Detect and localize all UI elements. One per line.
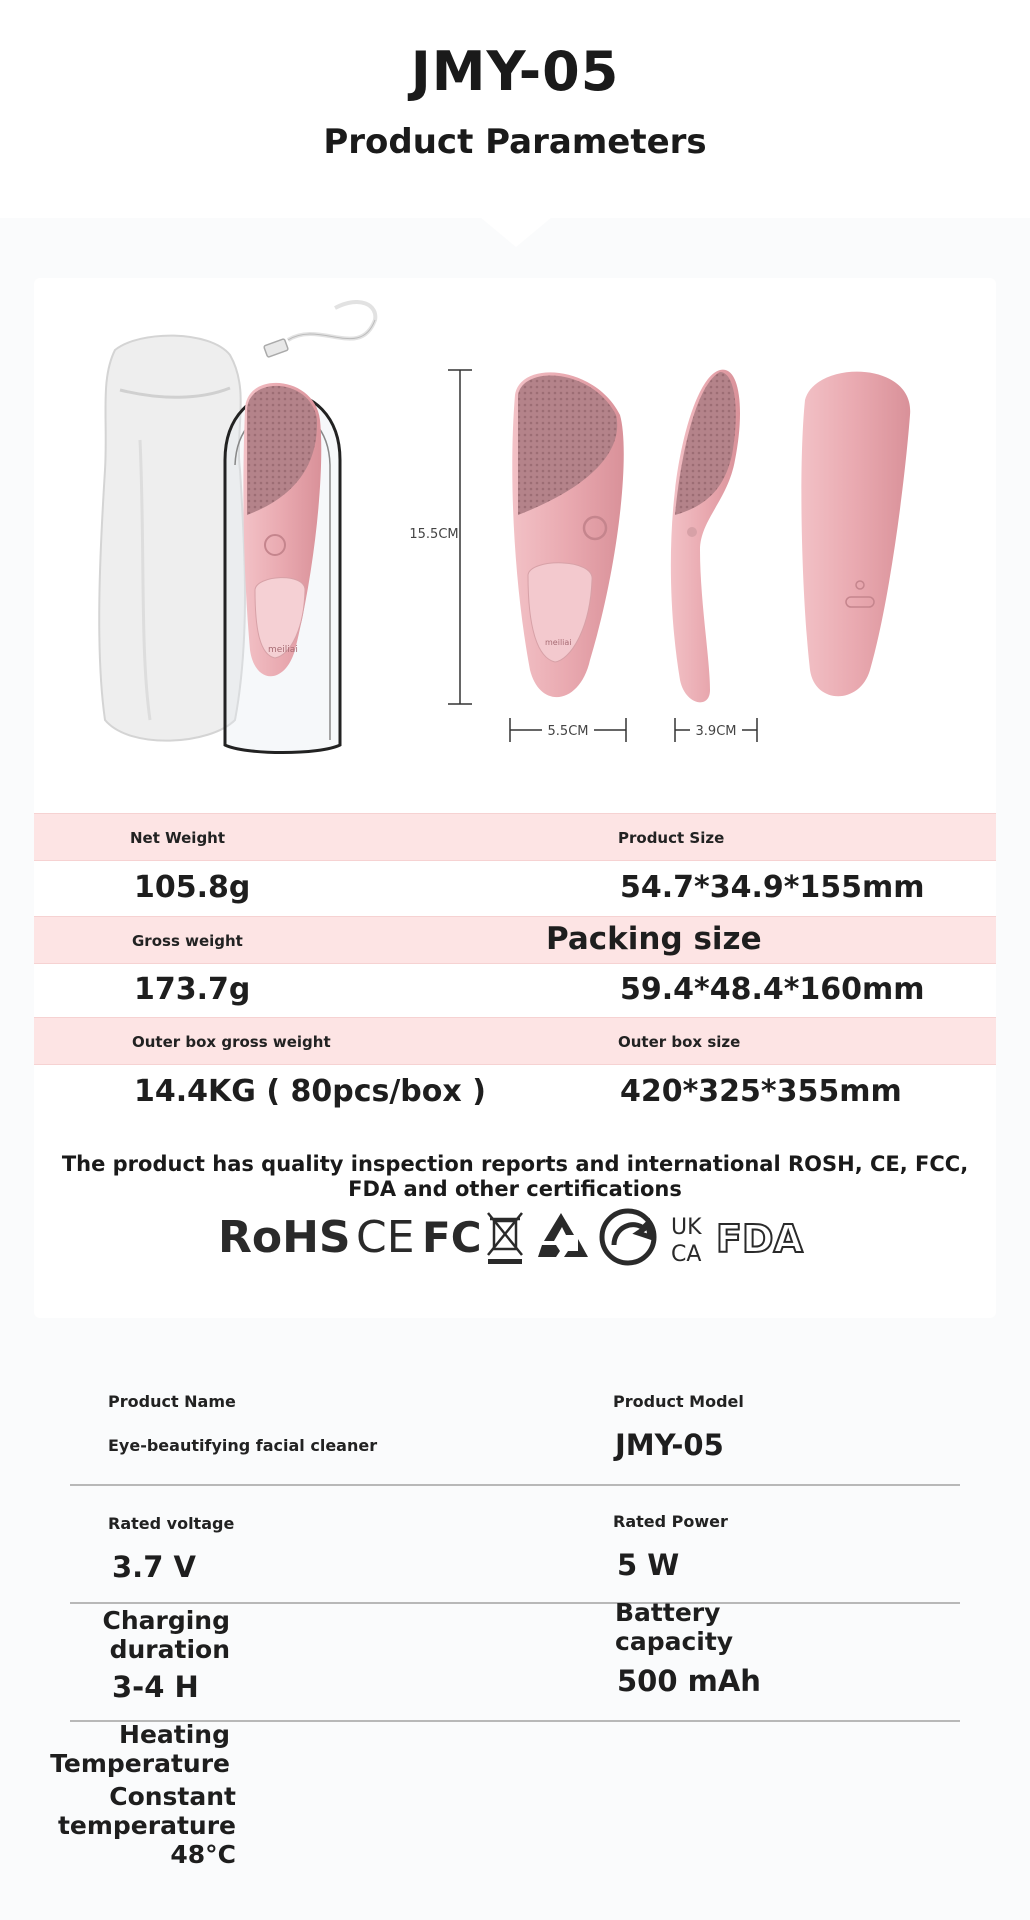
product-size-value: 54.7*34.9*155mm [620, 870, 925, 905]
certification-line-1: The product has quality inspection reports and international ROSH, CE, FCC, [61, 1152, 969, 1176]
product-name-label: Product Name [108, 1392, 236, 1411]
product-name-value: Eye-beautifying facial cleaner [108, 1436, 378, 1455]
product-image [60, 300, 980, 770]
product-model-value: JMY-05 [615, 1428, 724, 1462]
certification-line-2: FDA and other certifications [348, 1177, 682, 1201]
certification-statement [60, 1152, 970, 1202]
recycle-icon [538, 1213, 588, 1257]
height-label: 15.5CM [409, 527, 459, 542]
battery-capacity-label: Battery capacity [615, 1598, 734, 1656]
fcc-logo: FC [422, 1213, 482, 1262]
product-size-label: Product Size [618, 829, 725, 847]
spec-divider-2 [70, 1602, 960, 1604]
outer-box-gross-value: 14.4KG ( 80pcs/box ) [134, 1074, 486, 1109]
device-front-view-icon [512, 372, 623, 697]
certification-logos [216, 1205, 816, 1267]
rated-voltage-value: 3.7 V [112, 1550, 196, 1584]
rated-power-value: 5 W [617, 1548, 680, 1582]
header [0, 0, 1030, 218]
device-back-view-icon [801, 372, 910, 697]
storage-bag-icon [99, 336, 245, 741]
ukca-logo-uk: UK [671, 1215, 702, 1240]
svg-text:meiliai: meiliai [268, 645, 298, 655]
width-label: 5.5CM [547, 724, 589, 739]
gross-weight-label: Gross weight [132, 932, 243, 950]
usb-cable-icon [264, 302, 376, 357]
spec-divider-1 [70, 1484, 960, 1486]
depth-label: 3.9CM [695, 724, 737, 739]
gross-weight-value: 173.7g [134, 972, 251, 1007]
packing-size-label: Packing size [546, 921, 762, 957]
outer-box-gross-label: Outer box gross weight [132, 1033, 331, 1051]
green-dot-icon [602, 1211, 654, 1263]
device-side-view-icon [671, 370, 740, 703]
packing-size-value: 59.4*48.4*160mm [620, 972, 925, 1007]
svg-text:meiliai: meiliai [545, 638, 572, 647]
rated-power-label: Rated Power [613, 1512, 728, 1531]
outer-box-size-label: Outer box size [618, 1033, 741, 1051]
ukca-logo-ca: CA [671, 1242, 702, 1267]
header-notch [480, 217, 552, 247]
page-title: JMY-05 [410, 40, 620, 103]
fda-logo: FDA [716, 1217, 803, 1261]
ce-logo: CE [356, 1212, 415, 1263]
heating-temperature-label: Heating Temperature [50, 1720, 230, 1778]
rohs-logo: RoHS [218, 1212, 351, 1263]
net-weight-label: Net Weight [130, 829, 226, 847]
heating-temperature-value: Constant temperature 48°C [57, 1782, 236, 1869]
weee-bin-icon [488, 1213, 522, 1264]
page-subtitle: Product Parameters [323, 122, 707, 162]
net-weight-value: 105.8g [134, 870, 251, 905]
product-model-label: Product Model [613, 1392, 744, 1411]
rated-voltage-label: Rated voltage [108, 1514, 235, 1533]
outer-box-size-value: 420*325*355mm [620, 1074, 902, 1109]
battery-capacity-value: 500 mAh [617, 1664, 761, 1698]
charging-duration-label: Charging duration [102, 1606, 230, 1664]
charging-duration-value: 3-4 H [112, 1670, 199, 1704]
